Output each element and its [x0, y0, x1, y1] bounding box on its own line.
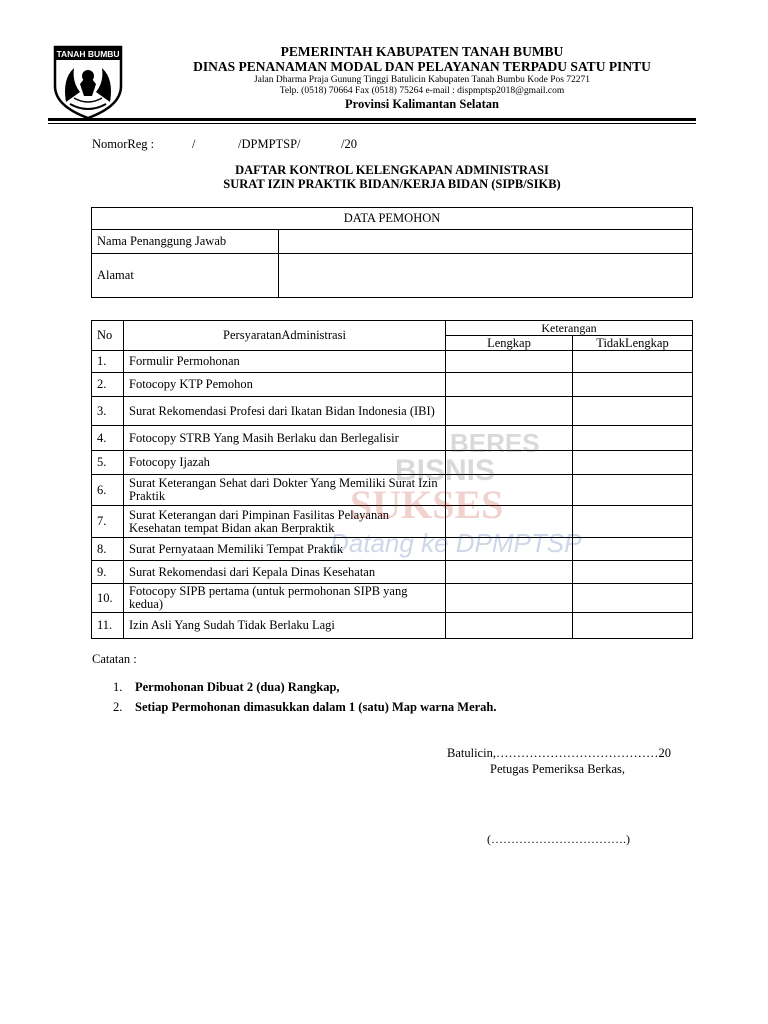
- row-complete-cell[interactable]: [446, 561, 573, 584]
- document-subtitle: SURAT IZIN PRAKTIK BIDAN/KERJA BIDAN (SIPB/SIKB): [223, 177, 561, 191]
- header-contact: Telp. (0518) 70664 Fax (0518) 75264 e-mail : dispmptsp2018@gmail.com: [279, 86, 565, 96]
- applicant-heading: DATA PEMOHON: [92, 208, 693, 230]
- note-text: Permohonan Dibuat 2 (dua) Rangkap,: [135, 680, 340, 694]
- row-no: 6.: [92, 475, 124, 506]
- applicant-name-label: Nama Penanggung Jawab: [92, 230, 279, 254]
- table-row: [92, 475, 693, 506]
- row-complete-cell[interactable]: [446, 538, 573, 561]
- watermark-line4: Datang ke DPMPTSP: [330, 528, 582, 558]
- row-no: 11.: [92, 613, 124, 639]
- row-item: Fotocopy STRB Yang Masih Berlaku dan Berlegalisir: [124, 426, 446, 451]
- row-complete-cell[interactable]: [446, 613, 573, 639]
- applicant-name-field[interactable]: [279, 230, 693, 254]
- row-incomplete-cell[interactable]: [573, 373, 693, 397]
- table-row: [92, 426, 693, 451]
- watermark-line2: BISNIS: [395, 454, 496, 487]
- notes-heading: Catatan :: [92, 652, 137, 666]
- row-item: Surat Rekomendasi Profesi dari Ikatan Bidan Indonesia (IBI): [124, 397, 446, 426]
- note-number: 1.: [113, 680, 123, 694]
- row-item: Surat Keterangan dari Pimpinan Fasilitas Pelayanan Kesehatan tempat Bidan akan Berpraktik: [124, 506, 446, 538]
- note-text: Setiap Permohonan dimasukkan dalam 1 (satu) Map warna Merah.: [135, 700, 497, 714]
- row-incomplete-cell[interactable]: [573, 538, 693, 561]
- table-row: [92, 373, 693, 397]
- applicant-table: [91, 207, 693, 298]
- row-item: Fotocopy SIPB pertama (untuk permohonan SIPB yang kedua): [124, 584, 446, 613]
- row-no: 9.: [92, 561, 124, 584]
- row-no: 8.: [92, 538, 124, 561]
- registration-code: /DPMPTSP/: [238, 137, 301, 151]
- regency-emblem-logo: [52, 44, 124, 120]
- col-no-header: No: [92, 321, 124, 351]
- table-row: [92, 351, 693, 373]
- signature-place-date: Batulicin,…………………………………20: [447, 746, 671, 760]
- row-no: 7.: [92, 506, 124, 538]
- col-complete-header: Lengkap: [446, 336, 573, 351]
- row-item: Surat Pernyataan Memiliki Tempat Praktik: [124, 538, 446, 561]
- signature-role: Petugas Pemeriksa Berkas,: [490, 762, 626, 776]
- row-complete-cell[interactable]: [446, 426, 573, 451]
- col-info-header: Keterangan: [446, 321, 693, 336]
- applicant-address-label: Alamat: [92, 254, 279, 298]
- row-item: Fotocopy Ijazah: [124, 451, 446, 475]
- col-incomplete-header: TidakLengkap: [573, 336, 693, 351]
- registration-year: /20: [341, 137, 357, 151]
- header-government: PEMERINTAH KABUPATEN TANAH BUMBU: [280, 44, 564, 59]
- header-agency: DINAS PENANAMAN MODAL DAN PELAYANAN TERPADU SATU PINTU: [193, 59, 651, 74]
- row-incomplete-cell[interactable]: [573, 451, 693, 475]
- header-divider-thick: [48, 118, 696, 121]
- row-incomplete-cell[interactable]: [573, 426, 693, 451]
- header-divider-thin: [48, 123, 696, 124]
- table-row: [92, 397, 693, 426]
- row-no: 4.: [92, 426, 124, 451]
- row-no: 3.: [92, 397, 124, 426]
- logo-text: TANAH BUMBU: [56, 49, 120, 59]
- row-item: Izin Asli Yang Sudah Tidak Berlaku Lagi: [124, 613, 446, 639]
- row-incomplete-cell[interactable]: [573, 397, 693, 426]
- row-complete-cell[interactable]: [446, 584, 573, 613]
- watermark-line1: BERES: [450, 428, 540, 458]
- row-incomplete-cell[interactable]: [573, 561, 693, 584]
- note-item: [113, 700, 497, 715]
- row-complete-cell[interactable]: [446, 351, 573, 373]
- row-no: 2.: [92, 373, 124, 397]
- note-number: 2.: [113, 700, 123, 714]
- row-incomplete-cell[interactable]: [573, 475, 693, 506]
- registration-label: NomorReg :: [92, 137, 155, 151]
- row-item: Surat Keterangan Sehat dari Dokter Yang Memiliki Surat Izin Praktik: [124, 475, 446, 506]
- watermark-line3: SUKSES: [350, 482, 504, 527]
- col-item-header: PersyaratanAdministrasi: [124, 321, 446, 351]
- applicant-address-field[interactable]: [279, 254, 693, 298]
- document-title: DAFTAR KONTROL KELENGKAPAN ADMINISTRASI: [235, 163, 549, 177]
- registration-sep: /: [192, 137, 196, 151]
- row-item: Fotocopy KTP Pemohon: [124, 373, 446, 397]
- row-item: Formulir Permohonan: [124, 351, 446, 373]
- row-incomplete-cell[interactable]: [573, 584, 693, 613]
- row-item: Surat Rekomendasi dari Kepala Dinas Kesehatan: [124, 561, 446, 584]
- table-row: [92, 613, 693, 639]
- row-complete-cell[interactable]: [446, 373, 573, 397]
- row-complete-cell[interactable]: [446, 506, 573, 538]
- header-address: Jalan Dharma Praja Gunung Tinggi Batulicin Kabupaten Tanah Bumbu Kode Pos 72271: [253, 75, 591, 85]
- signature-name-placeholder: (…………………………….): [487, 832, 630, 846]
- row-incomplete-cell[interactable]: [573, 506, 693, 538]
- header-province: Provinsi Kalimantan Selatan: [345, 97, 499, 111]
- row-incomplete-cell[interactable]: [573, 613, 693, 639]
- table-row: [92, 538, 693, 561]
- row-no: 10.: [92, 584, 124, 613]
- requirements-table: [91, 320, 693, 639]
- row-complete-cell[interactable]: [446, 451, 573, 475]
- note-item: [113, 680, 340, 695]
- table-row: [92, 451, 693, 475]
- row-incomplete-cell[interactable]: [573, 351, 693, 373]
- table-row: [92, 584, 693, 613]
- row-no: 5.: [92, 451, 124, 475]
- row-complete-cell[interactable]: [446, 397, 573, 426]
- row-no: 1.: [92, 351, 124, 373]
- row-complete-cell[interactable]: [446, 475, 573, 506]
- table-row: [92, 506, 693, 538]
- table-row: [92, 561, 693, 584]
